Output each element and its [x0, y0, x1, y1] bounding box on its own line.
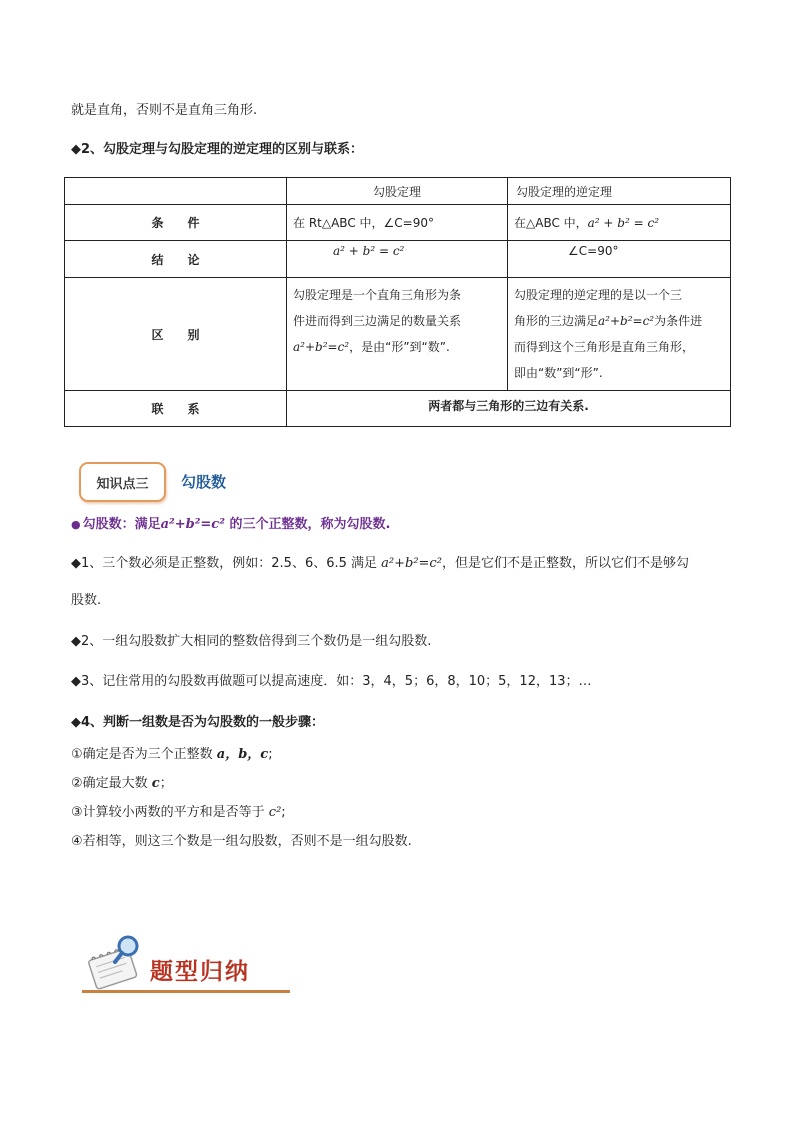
difference-pythagorean-line-1: 勾股定理是一个直角三角形为条	[293, 288, 462, 302]
table-row-relation	[65, 391, 731, 427]
difference-converse-line-2b: 为条件进	[654, 314, 703, 328]
difference-pythagorean-tail: ，是由“形”到“数”.	[349, 340, 450, 354]
definition-line	[71, 516, 390, 534]
condition-converse-prefix: 在△ABC 中，	[514, 216, 588, 230]
row-label-conclusion: 结 论	[65, 241, 287, 278]
section-2-heading: ◆2、勾股定理与勾股定理的逆定理的区别与联系：	[71, 142, 364, 157]
point-1-continuation: 股数.	[71, 593, 102, 608]
difference-converse-line-3: 而得到这个三角形是直角三角形，	[514, 340, 695, 354]
table-header-empty	[65, 178, 287, 205]
point-1-text-b: ，但是它们不是正整数，所以它们不是够勾	[441, 556, 689, 571]
step-3-end: ;	[281, 805, 286, 820]
table-row-difference	[65, 278, 731, 391]
difference-pythagorean-line-2: 件进而得到三边满足的数量关系	[293, 314, 462, 328]
difference-pythagorean-line-3	[293, 334, 501, 360]
difference-converse-formula: a²+b²=c²	[598, 314, 655, 328]
difference-pythagorean-formula: a²+b²=c²	[293, 340, 350, 354]
row-label-difference: 区 别	[65, 278, 287, 391]
knowledge-point-title: 勾股数	[181, 473, 227, 491]
step-3-text: ③计算较小两数的平方和是否等于	[71, 805, 269, 820]
step-1-line	[71, 746, 273, 764]
table-header-converse: 勾股定理的逆定理	[508, 178, 731, 205]
difference-converse	[508, 278, 731, 391]
section-banner-title: 题型归纳	[150, 958, 250, 985]
point-2-line: ◆2、一组勾股数扩大相同的整数倍得到三个数仍是一组勾股数.	[71, 634, 432, 649]
point-3-line: ◆3、记住常用的勾股数再做题可以提高速度．如：3，4，5；6，8，10；5，12，13；…	[71, 674, 592, 689]
step-2-var: c	[151, 776, 160, 791]
point-1-text-a: ◆1、三个数必须是正整数，例如：2.5、6、6.5 满足	[71, 556, 382, 571]
bullet-dot-icon: ●	[71, 518, 81, 531]
difference-pythagorean	[287, 278, 508, 391]
point-1-formula: a²+b²=c²	[381, 556, 442, 571]
notebook-magnifier-icon	[82, 932, 152, 994]
condition-converse	[508, 205, 731, 241]
step-3-line	[71, 804, 286, 822]
knowledge-point-badge: 知识点三	[79, 462, 166, 502]
point-1-line	[71, 555, 689, 573]
difference-converse-line-4: 即由“数”到“形”.	[514, 366, 603, 380]
table-row-conclusion	[65, 241, 731, 278]
condition-pythagorean: 在 Rt△ABC 中，∠C=90°	[287, 205, 508, 241]
step-1-vars: a，b，c	[216, 747, 269, 762]
step-2-text: ②确定最大数	[71, 776, 152, 791]
table-header-row	[65, 178, 731, 205]
difference-converse-line-1: 勾股定理的逆定理的是以一个三	[514, 288, 683, 302]
table-row-condition	[65, 205, 731, 241]
step-3-var: c²	[268, 805, 282, 820]
row-label-relation: 联 系	[65, 391, 287, 427]
definition-suffix: 的三个正整数，称为勾股数.	[224, 517, 391, 532]
step-2-line	[71, 775, 173, 793]
table-header-pythagorean: 勾股定理	[287, 178, 508, 205]
point-4-heading: ◆4、判断一组数是否为勾股数的一般步骤：	[71, 715, 325, 730]
intro-line: 就是直角，否则不是直角三角形.	[71, 103, 258, 118]
step-4-line: ④若相等，则这三个数是一组勾股数，否则不是一组勾股数.	[71, 834, 412, 849]
comparison-table	[64, 177, 731, 427]
definition-prefix: 勾股数：满足	[82, 517, 161, 532]
step-1-text: ①确定是否为三个正整数	[71, 747, 217, 762]
condition-converse-formula: a² + b² = c²	[587, 216, 660, 230]
relation-text: 两者都与三角形的三边有关系.	[287, 391, 731, 427]
row-label-condition: 条 件	[65, 205, 287, 241]
difference-converse-line-2a: 角形的三边满足	[514, 314, 599, 328]
step-1-end: ;	[268, 747, 273, 762]
step-2-end: ；	[159, 776, 173, 791]
definition-formula: a²+b²=c²	[160, 517, 225, 532]
difference-converse-line-2	[514, 308, 724, 334]
conclusion-pythagorean: a² + b² = c²	[287, 241, 508, 278]
conclusion-converse: ∠C=90°	[508, 241, 731, 278]
banner-underline	[82, 990, 290, 993]
